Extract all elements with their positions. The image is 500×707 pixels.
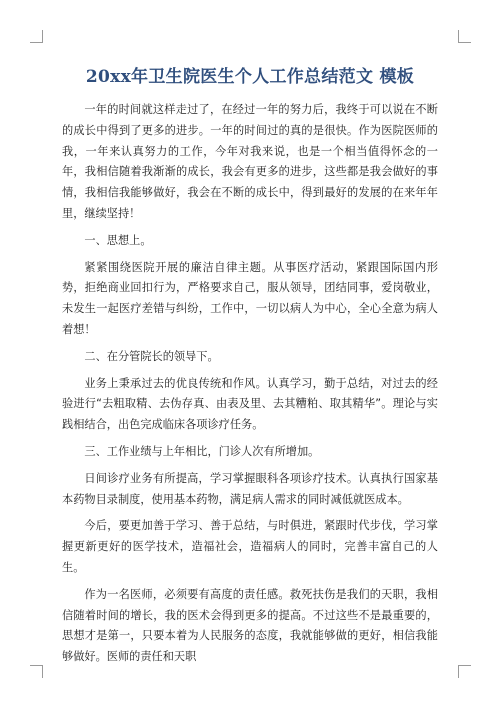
- crop-mark-top-right: [458, 30, 471, 43]
- section-heading-2: 二、在分管院长的领导下。: [84, 349, 219, 363]
- crop-mark-bottom-right: [458, 665, 471, 678]
- section-heading-1: 一、思想上。: [84, 233, 152, 247]
- section-heading-3: 三、工作业绩与上年相比，门诊人次有所增加。: [84, 444, 320, 458]
- paragraph-section-1: 紧紧围绕医院开展的廉洁自律主题。从事医疗活动，紧跟国际国内形势，拒绝商业回扣行为，严格要求自己，服从领导，团结同事，爱岗敬业，未发生一起医疗差错与纠纷，工作中，一切以病人为中心，全心全意为病人着想！: [62, 260, 438, 336]
- paragraph-intro: 一年的时间就这样走过了，在经过一年的努力后，我终于可以说在不断的成长中得到了更多的进步。一年的时间过的真的是很快。作为医院医师的我，一年来认真努力的工作，今年对我来说，也是一个相当值得怀念的一年，我相信随着我渐渐的成长，我会有更多的进步，这些都是我会做好的事情，我相信我能够做好，我会在不断的成长中，得到最好的发展的在来年年里，继续坚持！: [62, 103, 438, 220]
- paragraph-section-3: 日间诊疗业务有所提高，学习掌握眼科各项诊疗技术。认真执行国家基本药物目录制度，使用基本药物，满足病人需求的同时减低就医成本。: [62, 471, 438, 506]
- paragraph-future: 今后，要更加善于学习、善于总结，与时俱进，紧跟时代步伐，学习掌握更新更好的医学技术，造福社会，造福病人的同时，完善丰富自己的人生。: [62, 519, 438, 574]
- title-text: 年卫生院医生个人工作总结范文 模板: [131, 67, 415, 87]
- crop-mark-bottom-left: [30, 665, 43, 678]
- crop-mark-top-left: [30, 30, 43, 43]
- paragraph-section-2: 业务上秉承过去的优良传统和作风。认真学习，勤于总结，对过去的经验进行“去粗取精、去伪存真、由表及里、去其糟粕、取其精华”。理论与实践相结合，出色完成临床各项诊疗任务。: [62, 376, 438, 432]
- title-year: 20xx: [85, 67, 132, 87]
- document-title: [40, 62, 460, 87]
- document-body: [62, 100, 438, 674]
- paragraph-responsibility: 作为一名医师，必须要有高度的责任感。救死扶伤是我们的天职，我相信随着时间的增长，我的医术会得到更多的提高。不过这些不是最重要的，思想才是第一，只要本着为人民服务的态度，我就能够做的更好，相信我能够做好。医师的责任和天职: [62, 587, 438, 664]
